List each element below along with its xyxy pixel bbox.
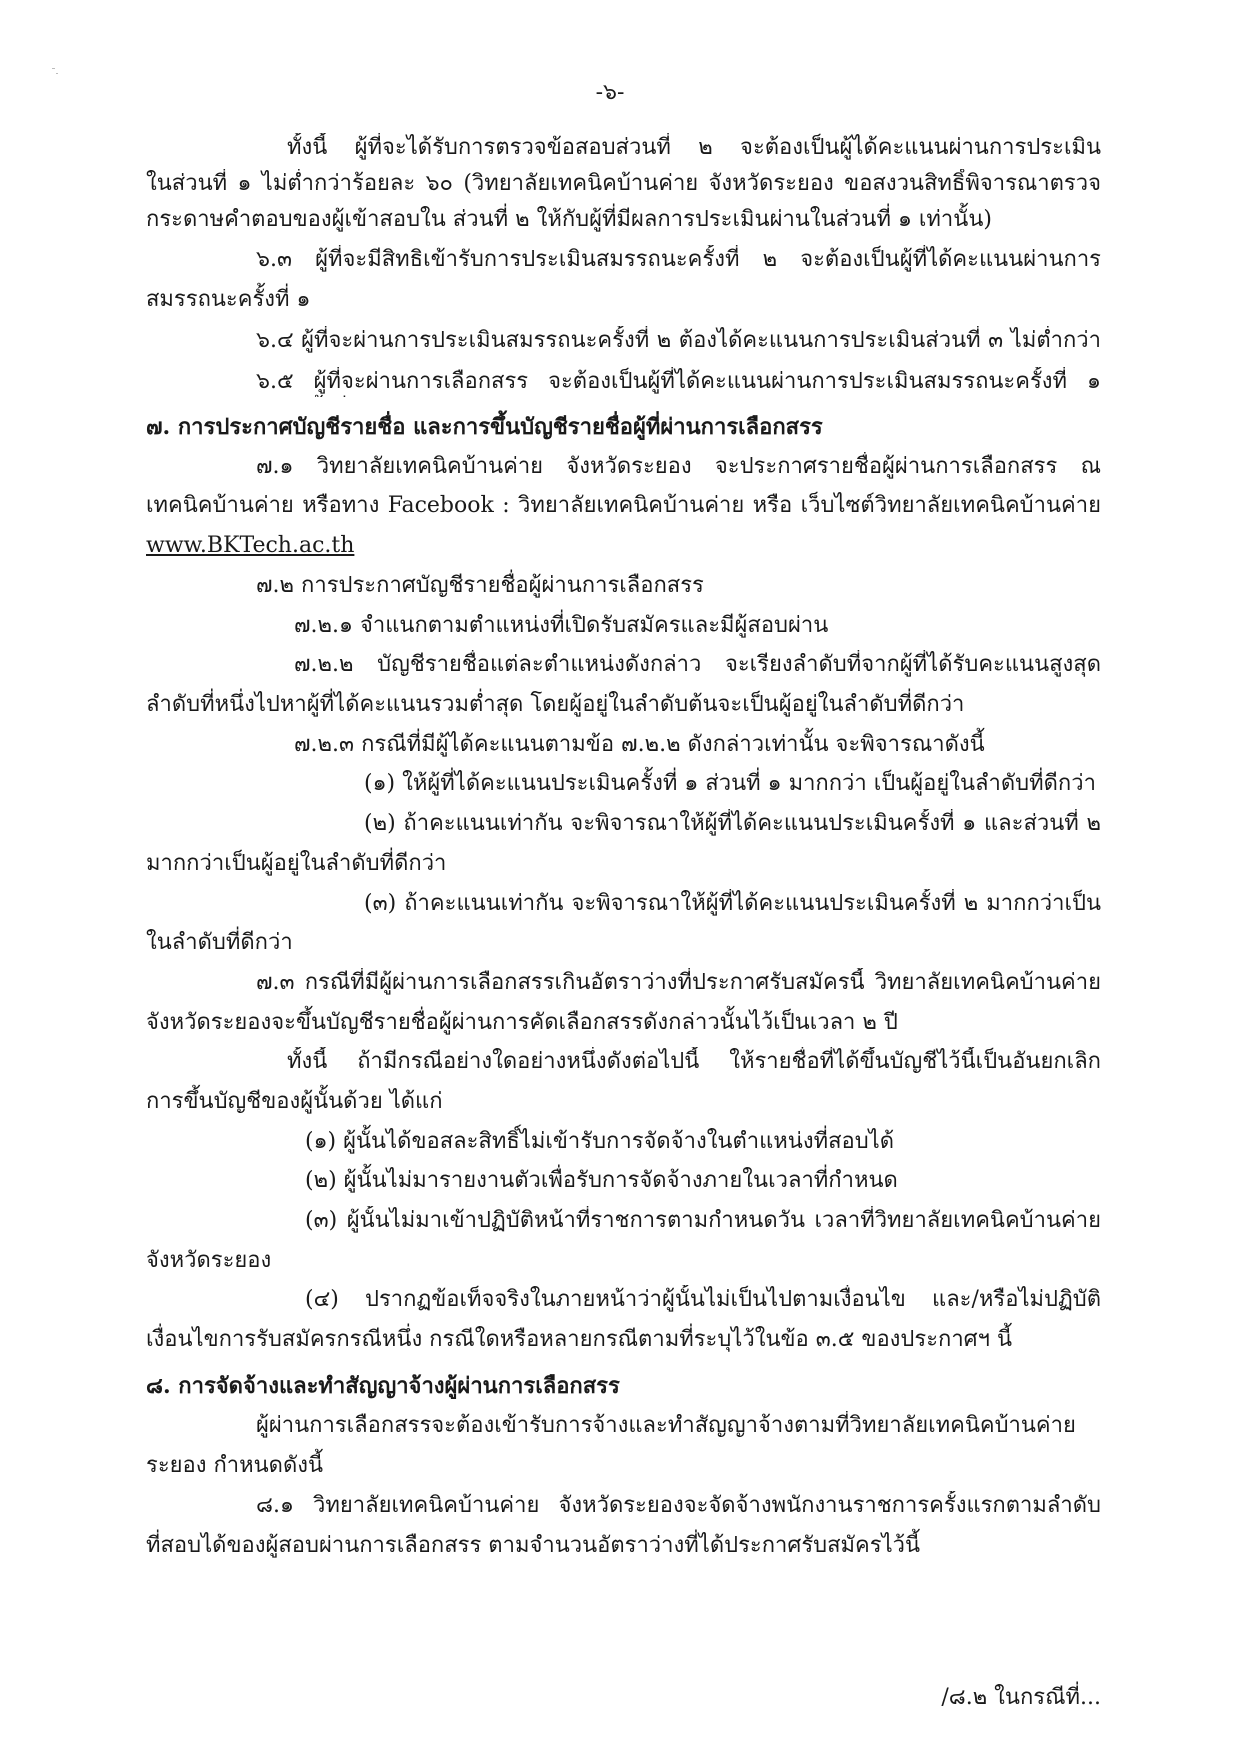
- body-line: ๗.๒.๑ จำแนกตามตำแหน่งที่เปิดรับสมัครและมีผู้สอบผ่าน: [294, 613, 829, 638]
- body-line: ๗.๒.๓ กรณีที่มีผู้ได้คะแนนตามข้อ ๗.๒.๒ ดังกล่าวเท่านั้น จะพิจารณาดังนี้: [294, 732, 985, 757]
- page-number: -๖-: [595, 80, 625, 105]
- section-heading-8: ๘. การจัดจ้างและทำสัญญาจ้างผู้ผ่านการเลือกสรร: [146, 1373, 620, 1399]
- body-line: ทั้งนี้ ถ้ามีกรณีอย่างใดอย่างหนึ่งดังต่อไปนี้ ให้รายชื่อที่ได้ขึ้นบัญชีไว้นี้เป็นอันยกเลิก: [287, 1049, 1101, 1074]
- section-heading-7: ๗. การประกาศบัญชีรายชื่อ และการขึ้นบัญชีรายชื่อผู้ที่ผ่านการเลือกสรร: [146, 414, 823, 440]
- body-line: (๒) ถ้าคะแนนเท่ากัน จะพิจารณาให้ผู้ที่ได้คะแนนประเมินครั้งที่ ๑ และส่วนที่ ๒: [364, 811, 1101, 836]
- body-line: (๒) ผู้นั้นไม่มารายงานตัวเพื่อรับการจัดจ้างภายในเวลาที่กำหนด: [305, 1168, 898, 1193]
- body-line: ๖.๔ ผู้ที่จะผ่านการประเมินสมรรถนะครั้งที่ ๒ ต้องได้คะแนนการประเมินส่วนที่ ๓ ไม่ต่ำกว่า: [256, 328, 1101, 353]
- body-line: กระดาษคำตอบของผู้เข้าสอบใน ส่วนที่ ๒ ให้กับผู้ที่มีผลการประเมินผ่านในส่วนที่ ๑ เท่านั้น): [146, 207, 992, 232]
- body-line: (๑) ให้ผู้ที่ได้คะแนนประเมินครั้งที่ ๑ ส่วนที่ ๑ มากกว่า เป็นผู้อยู่ในลำดับที่ดีกว่า: [364, 771, 1096, 796]
- body-line: ๗.๑ วิทยาลัยเทคนิคบ้านค่าย จังหวัดระยอง จะประกาศรายชื่อผู้ผ่านการเลือกสรร ณ: [256, 454, 1101, 479]
- body-line: ๘.๑ วิทยาลัยเทคนิคบ้านค่าย จังหวัดระยองจะจัดจ้างพนักงานราชการครั้งแรกตามลำดับ: [256, 1493, 1101, 1518]
- body-line: (๓) ผู้นั้นไม่มาเข้าปฏิบัติหน้าที่ราชการตามกำหนดวัน เวลาที่วิทยาลัยเทคนิคบ้านค่าย: [305, 1208, 1101, 1233]
- body-line: ทั้งนี้ ผู้ที่จะได้รับการตรวจข้อสอบส่วนที่ ๒ จะต้องเป็นผู้ได้คะแนนผ่านการประเมิน: [287, 135, 1101, 160]
- body-line: เงื่อนไขการรับสมัครกรณีหนึ่ง กรณีใดหรือหลายกรณีตามที่ระบุไว้ในข้อ ๓.๕ ของประกาศฯ นี้: [146, 1327, 1013, 1352]
- body-line: ในส่วนที่ ๑ ไม่ต่ำกว่าร้อยละ ๖๐ (วิทยาลัยเทคนิคบ้านค่าย จังหวัดระยอง ขอสงวนสิทธิ์พิจารณาตรวจ: [146, 171, 1101, 196]
- body-line: (๔) ปรากฏข้อเท็จจริงในภายหน้าว่าผู้นั้นไม่เป็นไปตามเงื่อนไข และ/หรือไม่ปฏิบัติ: [305, 1287, 1101, 1312]
- body-line: จังหวัดระยอง: [146, 1248, 272, 1273]
- body-line: สมรรถนะครั้งที่ ๑: [146, 287, 311, 312]
- body-line: การขึ้นบัญชีของผู้นั้นด้วย ได้แก่: [146, 1089, 443, 1114]
- body-line: มากกว่าเป็นผู้อยู่ในลำดับที่ดีกว่า: [146, 851, 447, 876]
- body-line: จังหวัดระยองจะขึ้นบัญชีรายชื่อผู้ผ่านการคัดเลือกสรรดังกล่าวนั้นไว้เป็นเวลา ๒ ปี: [146, 1010, 898, 1035]
- body-line: (๑) ผู้นั้นได้ขอสละสิทธิ์ไม่เข้ารับการจัดจ้างในตำแหน่งที่สอบได้: [305, 1129, 895, 1154]
- body-line: ๗.๒ การประกาศบัญชีรายชื่อผู้ผ่านการเลือกสรร: [256, 573, 704, 598]
- body-line: ในลำดับที่ดีกว่า: [146, 930, 293, 955]
- website-link[interactable]: www.BKTech.ac.th: [146, 533, 355, 558]
- body-line: ๖.๓ ผู้ที่จะมีสิทธิเข้ารับการประเมินสมรรถนะครั้งที่ ๒ จะต้องเป็นผู้ที่ได้คะแนนผ่านการ: [256, 247, 1101, 272]
- body-line: ผู้ผ่านการเลือกสรรจะต้องเข้ารับการจ้างและทำสัญญาจ้างตามที่วิทยาลัยเทคนิคบ้านค่าย: [256, 1413, 1076, 1438]
- body-line: ๖.๕ ผู้ที่จะผ่านการเลือกสรร จะต้องเป็นผู้ที่ได้คะแนนผ่านการประเมินสมรรถนะครั้งที่ ๑: [256, 369, 1101, 394]
- body-line: ลำดับที่หนึ่งไปหาผู้ที่ได้คะแนนรวมต่ำสุด โดยผู้อยู่ในลำดับต้นจะเป็นผู้อยู่ในลำดับที่ดีกว่า: [146, 692, 965, 717]
- body-line: ๗.๓ กรณีที่มีผู้ผ่านการเลือกสรรเกินอัตราว่างที่ประกาศรับสมัครนี้ วิทยาลัยเทคนิคบ้านค่าย: [256, 970, 1101, 995]
- body-line: ระยอง กำหนดดังนี้: [146, 1453, 324, 1478]
- body-line: ที่สอบได้ของผู้สอบผ่านการเลือกสรร ตามจำนวนอัตราว่างที่ได้ประกาศรับสมัครไว้นี้: [146, 1533, 921, 1558]
- continuation-note: /๘.๒ ในกรณีที่...: [941, 1685, 1101, 1710]
- body-line: เทคนิคบ้านค่าย หรือทาง Facebook : วิทยาลัยเทคนิคบ้านค่าย หรือ เว็บไซต์วิทยาลัยเทคนิคบ้านค่าย: [146, 493, 1101, 518]
- scan-mark: [56, 73, 58, 74]
- body-line: (๓) ถ้าคะแนนเท่ากัน จะพิจารณาให้ผู้ที่ได้คะแนนประเมินครั้งที่ ๒ มากกว่าเป็น: [364, 891, 1101, 916]
- scan-mark: [52, 68, 55, 69]
- body-line: ๗.๒.๒ บัญชีรายชื่อแต่ละตำแหน่งดังกล่าว จะเรียงลำดับที่จากผู้ที่ได้รับคะแนนสูงสุด: [294, 652, 1101, 677]
